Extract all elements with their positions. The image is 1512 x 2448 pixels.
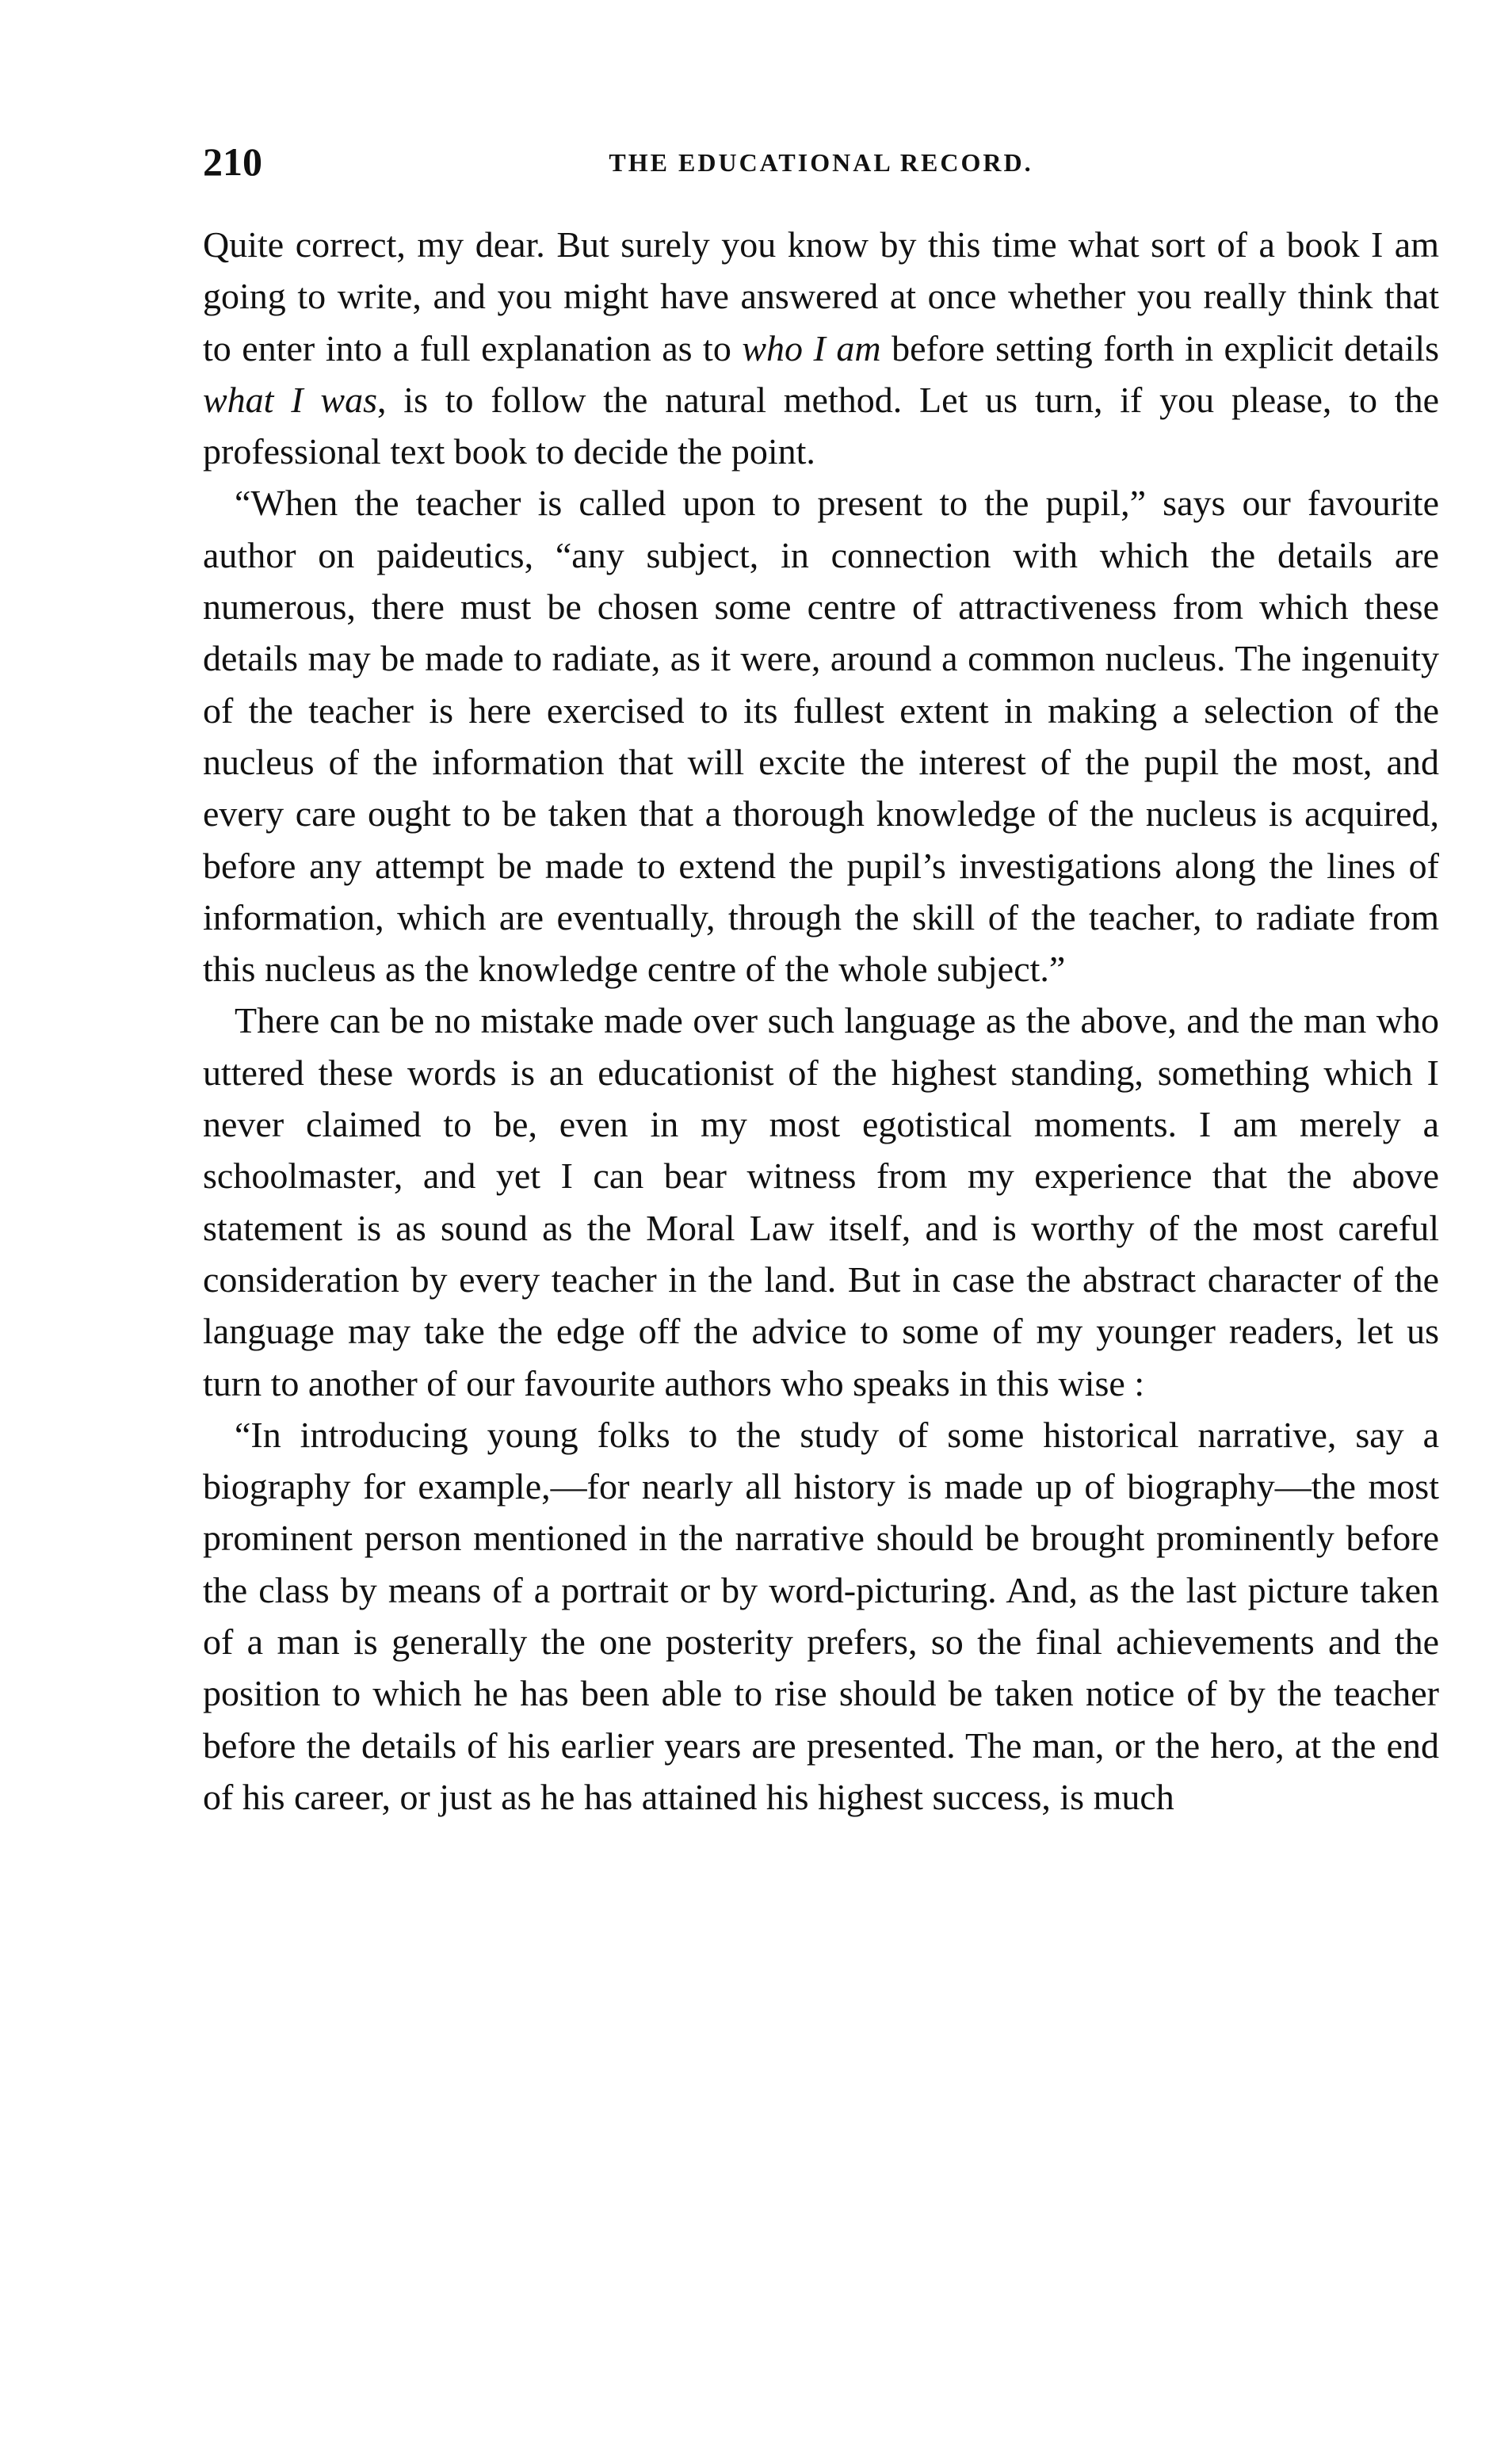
running-head bbox=[203, 138, 1439, 193]
body-text bbox=[203, 219, 1439, 1823]
paragraph-3: There can be no mistake made over such language as the above, and the man who uttered these words is an educationist of the highest standing, something which I never claimed to be, even in my most egotistical moments. I am merely a schoolmaster, and yet I can bear witness from my experience that the above statement is as sound as the Moral Law itself, and is worthy of the most careful consideration by every teacher in the land. But in case the abstract character of the language may take the edge off the advice to some of my younger readers, let us turn to another of our favourite authors who speaks in this wise : bbox=[203, 1000, 1439, 1403]
page-number: 210 bbox=[203, 139, 262, 184]
paragraph-1-text-c: , is to follow the natural method. Let us turn, if you please, to the professional text book to decide the point. bbox=[203, 379, 1439, 472]
running-title: THE EDUCATIONAL RECORD. bbox=[609, 148, 1033, 177]
paragraph-1-text-a: Quite correct, my dear. But surely you know by this time what sort of a book I am going to write, and you might have answered at once whether you really think that to enter into a full explanation as to bbox=[203, 224, 1439, 369]
paragraph-2-quotation: “When the teacher is called upon to present to the pupil,” says our favourite author on paideutics, “any subject, in connection with which the details are numerous, there must be chosen some centre of attractiveness from which these details may be made to radiate, as it were, around a common nucleus. The ingenuity of the teacher is here exercised to its fullest extent in making a selection of the nucleus of the information that will excite the interest of the pupil the most, and every care ought to be taken that a thorough knowledge of the nucleus is acquired, before any attempt be made to extend the pupil’s investigations along the lines of information, which are eventually, through the skill of the teacher, to radiate from this nucleus as the knowledge centre of the whole subject.” bbox=[203, 483, 1439, 990]
italic-phrase-what-i-was: what I was bbox=[203, 379, 377, 420]
italic-phrase-who-i-am: who I am bbox=[742, 327, 881, 369]
paragraph-4-quotation: “In introducing young folks to the study of some historical narrative, say a biography for example,—for nearly all history is made up of biography—the most prominent person mentioned in the narrative should be brought prominently before the class by means of a portrait or by word-picturing. And, as the last picture taken of a man is generally the one posterity prefers, so the final achievements and the position to which he has been able to rise should be taken notice of by the teacher before the details of his earlier years are presented. The man, or the hero, at the end of his career, or just as he has attained his highest success, is much bbox=[203, 1414, 1439, 1817]
paragraph-1 bbox=[203, 219, 1439, 477]
paragraph-1-text-b: before setting forth in explicit details bbox=[880, 327, 1440, 369]
